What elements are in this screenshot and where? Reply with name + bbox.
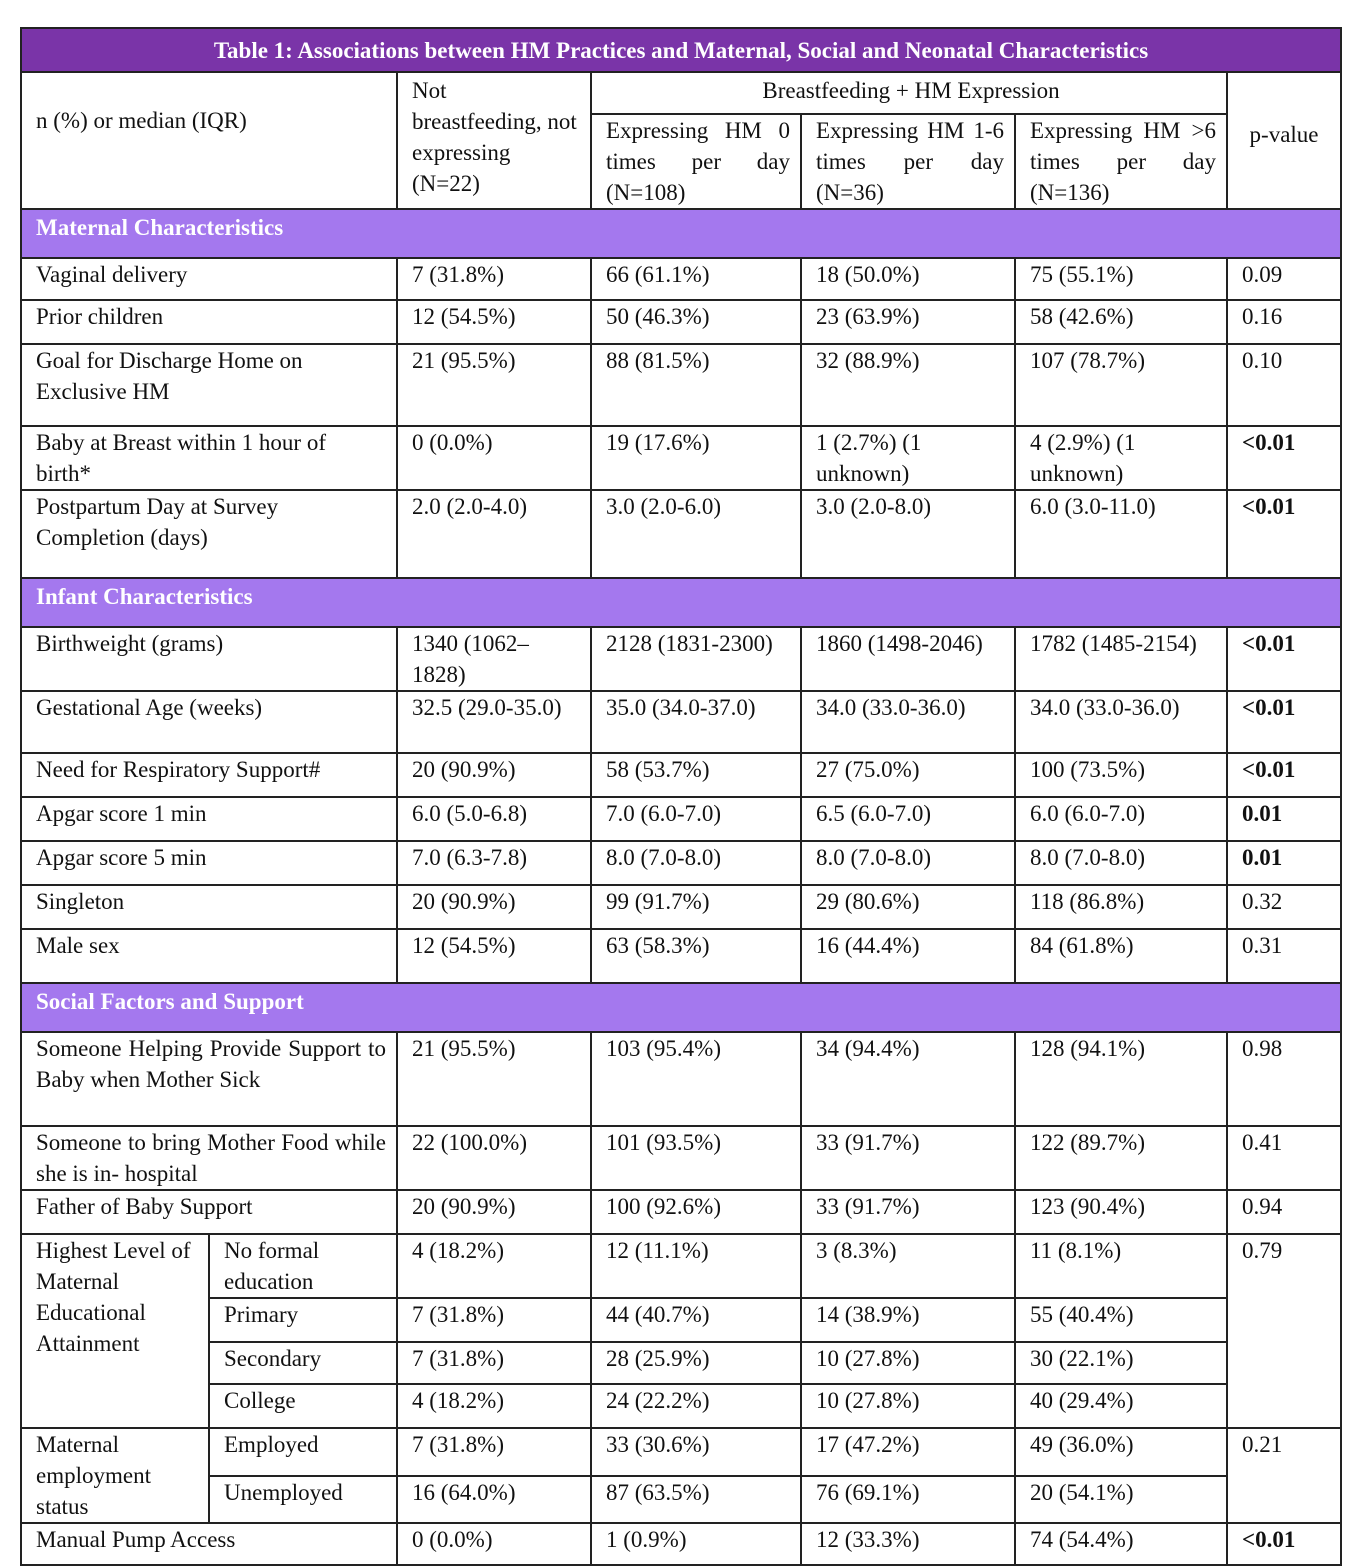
row-label: Need for Respiratory Support# xyxy=(21,753,397,797)
row-label-header: n (%) or median (IQR) xyxy=(21,72,397,209)
sub-row-label: Primary xyxy=(209,1298,397,1342)
section-social: Social Factors and Support xyxy=(21,983,1341,1032)
value-cell: 7 (31.8%) xyxy=(397,1298,591,1342)
value-cell: 66 (61.1%) xyxy=(591,258,801,300)
value-cell: 49 (36.0%) xyxy=(1015,1428,1227,1476)
p-value-cell: 0.98 xyxy=(1227,1032,1341,1126)
value-cell: 28 (25.9%) xyxy=(591,1342,801,1384)
p-value-cell: 0.94 xyxy=(1227,1190,1341,1234)
value-cell: 4 (18.2%) xyxy=(397,1384,591,1428)
p-value-cell: <0.01 xyxy=(1227,627,1341,691)
value-cell: 0 (0.0%) xyxy=(397,426,591,490)
table-row xyxy=(21,1523,1341,1565)
value-cell: 50 (46.3%) xyxy=(591,300,801,344)
group-header: Breastfeeding + HM Expression xyxy=(591,72,1227,114)
value-cell: 107 (78.7%) xyxy=(1015,344,1227,426)
table-row xyxy=(21,1190,1341,1234)
value-cell: 20 (54.1%) xyxy=(1015,1476,1227,1524)
table-row xyxy=(21,797,1341,841)
value-cell: 75 (55.1%) xyxy=(1015,258,1227,300)
table-row xyxy=(21,490,1341,578)
value-cell: 1 (2.7%) (1 unknown) xyxy=(801,426,1015,490)
row-label: Gestational Age (weeks) xyxy=(21,691,397,753)
row-label: Manual Pump Access xyxy=(21,1523,397,1565)
infant-rows xyxy=(21,627,1341,983)
value-cell: 24 (22.2%) xyxy=(591,1384,801,1428)
row-label: Postpartum Day at Survey Completion (days) xyxy=(21,490,397,578)
value-cell: 40 (29.4%) xyxy=(1015,1384,1227,1428)
value-cell: 29 (80.6%) xyxy=(801,885,1015,929)
row-label: Someone Helping Provide Support to Baby when Mother Sick xyxy=(21,1032,397,1126)
p-value-cell: 0.21 xyxy=(1227,1428,1341,1523)
value-cell: 12 (54.5%) xyxy=(397,929,591,983)
value-cell: 35.0 (34.0-37.0) xyxy=(591,691,801,753)
education-group-label: Highest Level of Maternal Educational Attainment xyxy=(21,1234,209,1428)
value-cell: 4 (18.2%) xyxy=(397,1234,591,1298)
value-cell: 87 (63.5%) xyxy=(591,1476,801,1524)
associations-table xyxy=(20,27,1342,1566)
value-cell: 2128 (1831-2300) xyxy=(591,627,801,691)
p-value-cell: 0.10 xyxy=(1227,344,1341,426)
value-cell: 33 (91.7%) xyxy=(801,1190,1015,1234)
table-row xyxy=(21,1428,1341,1476)
value-cell: 6.0 (6.0-7.0) xyxy=(1015,797,1227,841)
value-cell: 7 (31.8%) xyxy=(397,258,591,300)
value-cell: 100 (73.5%) xyxy=(1015,753,1227,797)
table-row xyxy=(21,841,1341,885)
row-label: Father of Baby Support xyxy=(21,1190,397,1234)
p-value-cell: 0.09 xyxy=(1227,258,1341,300)
table-row xyxy=(21,1342,1341,1384)
value-cell: 99 (91.7%) xyxy=(591,885,801,929)
value-cell: 0 (0.0%) xyxy=(397,1523,591,1565)
sub-row-label: Employed xyxy=(209,1428,397,1476)
col-header-0-times: Expressing HM 0 times per day (N=108) xyxy=(591,114,801,209)
value-cell: 55 (40.4%) xyxy=(1015,1298,1227,1342)
value-cell: 34.0 (33.0-36.0) xyxy=(1015,691,1227,753)
value-cell: 33 (30.6%) xyxy=(591,1428,801,1476)
value-cell: 18 (50.0%) xyxy=(801,258,1015,300)
p-value-cell: <0.01 xyxy=(1227,426,1341,490)
value-cell: 88 (81.5%) xyxy=(591,344,801,426)
value-cell: 22 (100.0%) xyxy=(397,1126,591,1190)
value-cell: 10 (27.8%) xyxy=(801,1384,1015,1428)
value-cell: 7.0 (6.0-7.0) xyxy=(591,797,801,841)
value-cell: 16 (44.4%) xyxy=(801,929,1015,983)
value-cell: 2.0 (2.0-4.0) xyxy=(397,490,591,578)
value-cell: 103 (95.4%) xyxy=(591,1032,801,1126)
value-cell: 7.0 (6.3-7.8) xyxy=(397,841,591,885)
value-cell: 12 (11.1%) xyxy=(591,1234,801,1298)
value-cell: 63 (58.3%) xyxy=(591,929,801,983)
value-cell: 84 (61.8%) xyxy=(1015,929,1227,983)
table-row xyxy=(21,929,1341,983)
value-cell: 8.0 (7.0-8.0) xyxy=(591,841,801,885)
value-cell: 8.0 (7.0-8.0) xyxy=(1015,841,1227,885)
value-cell: 27 (75.0%) xyxy=(801,753,1015,797)
value-cell: 17 (47.2%) xyxy=(801,1428,1015,1476)
value-cell: 1 (0.9%) xyxy=(591,1523,801,1565)
value-cell: 21 (95.5%) xyxy=(397,1032,591,1126)
value-cell: 20 (90.9%) xyxy=(397,1190,591,1234)
value-cell: 8.0 (7.0-8.0) xyxy=(801,841,1015,885)
value-cell: 100 (92.6%) xyxy=(591,1190,801,1234)
p-value-cell: 0.01 xyxy=(1227,797,1341,841)
table-row xyxy=(21,1476,1341,1524)
value-cell: 32.5 (29.0-35.0) xyxy=(397,691,591,753)
p-value-cell: <0.01 xyxy=(1227,691,1341,753)
table-row xyxy=(21,1384,1341,1428)
table-row xyxy=(21,1298,1341,1342)
value-cell: 76 (69.1%) xyxy=(801,1476,1015,1524)
value-cell: 3 (8.3%) xyxy=(801,1234,1015,1298)
row-label: Goal for Discharge Home on Exclusive HM xyxy=(21,344,397,426)
employment-group-label: Maternal employment status xyxy=(21,1428,209,1523)
p-value-cell: 0.16 xyxy=(1227,300,1341,344)
row-label: Vaginal delivery xyxy=(21,258,397,300)
table-row xyxy=(21,691,1341,753)
value-cell: 30 (22.1%) xyxy=(1015,1342,1227,1384)
col-header-gt6-times: Expressing HM >6 times per day (N=136) xyxy=(1015,114,1227,209)
p-value-cell: <0.01 xyxy=(1227,490,1341,578)
row-label: Male sex xyxy=(21,929,397,983)
value-cell: 10 (27.8%) xyxy=(801,1342,1015,1384)
value-cell: 74 (54.4%) xyxy=(1015,1523,1227,1565)
value-cell: 6.0 (5.0-6.8) xyxy=(397,797,591,841)
value-cell: 23 (63.9%) xyxy=(801,300,1015,344)
row-label: Apgar score 1 min xyxy=(21,797,397,841)
value-cell: 1340 (1062–1828) xyxy=(397,627,591,691)
value-cell: 19 (17.6%) xyxy=(591,426,801,490)
row-label: Someone to bring Mother Food while she is in- hospital xyxy=(21,1126,397,1190)
p-value-cell: 0.31 xyxy=(1227,929,1341,983)
p-value-cell: <0.01 xyxy=(1227,1523,1341,1565)
table-row xyxy=(21,426,1341,490)
row-label: Baby at Breast within 1 hour of birth* xyxy=(21,426,397,490)
table-row xyxy=(21,258,1341,300)
section-maternal: Maternal Characteristics xyxy=(21,209,1341,258)
value-cell: 123 (90.4%) xyxy=(1015,1190,1227,1234)
pump-rows xyxy=(21,1523,1341,1565)
value-cell: 6.5 (6.0-7.0) xyxy=(801,797,1015,841)
row-label: Birthweight (grams) xyxy=(21,627,397,691)
value-cell: 21 (95.5%) xyxy=(397,344,591,426)
p-value-cell: 0.41 xyxy=(1227,1126,1341,1190)
value-cell: 101 (93.5%) xyxy=(591,1126,801,1190)
table-row xyxy=(21,344,1341,426)
value-cell: 6.0 (3.0-11.0) xyxy=(1015,490,1227,578)
value-cell: 118 (86.8%) xyxy=(1015,885,1227,929)
table-row xyxy=(21,885,1341,929)
pvalue-header: p-value xyxy=(1227,72,1341,209)
value-cell: 16 (64.0%) xyxy=(397,1476,591,1524)
employment-rows xyxy=(21,1428,1341,1523)
value-cell: 20 (90.9%) xyxy=(397,885,591,929)
value-cell: 4 (2.9%) (1 unknown) xyxy=(1015,426,1227,490)
sub-row-label: Unemployed xyxy=(209,1476,397,1524)
table-row xyxy=(21,627,1341,691)
maternal-rows xyxy=(21,258,1341,578)
value-cell: 12 (33.3%) xyxy=(801,1523,1015,1565)
social-rows xyxy=(21,1032,1341,1234)
table-row xyxy=(21,1126,1341,1190)
value-cell: 14 (38.9%) xyxy=(801,1298,1015,1342)
value-cell: 33 (91.7%) xyxy=(801,1126,1015,1190)
row-label: Prior children xyxy=(21,300,397,344)
col-header-1-6-times: Expressing HM 1-6 times per day (N=36) xyxy=(801,114,1015,209)
value-cell: 11 (8.1%) xyxy=(1015,1234,1227,1298)
value-cell: 3.0 (2.0-8.0) xyxy=(801,490,1015,578)
sub-row-label: College xyxy=(209,1384,397,1428)
table-title: Table 1: Associations between HM Practices and Maternal, Social and Neonatal Characteristics xyxy=(21,28,1341,72)
row-label: Apgar score 5 min xyxy=(21,841,397,885)
value-cell: 44 (40.7%) xyxy=(591,1298,801,1342)
value-cell: 1782 (1485-2154) xyxy=(1015,627,1227,691)
value-cell: 58 (42.6%) xyxy=(1015,300,1227,344)
p-value-cell: <0.01 xyxy=(1227,753,1341,797)
p-value-cell: 0.01 xyxy=(1227,841,1341,885)
table-row xyxy=(21,753,1341,797)
value-cell: 20 (90.9%) xyxy=(397,753,591,797)
education-rows xyxy=(21,1234,1341,1428)
value-cell: 122 (89.7%) xyxy=(1015,1126,1227,1190)
col-header-not-breastfeeding: Not breastfeeding, not expressing (N=22) xyxy=(397,72,591,209)
value-cell: 34 (94.4%) xyxy=(801,1032,1015,1126)
sub-row-label: Secondary xyxy=(209,1342,397,1384)
value-cell: 7 (31.8%) xyxy=(397,1428,591,1476)
value-cell: 3.0 (2.0-6.0) xyxy=(591,490,801,578)
value-cell: 58 (53.7%) xyxy=(591,753,801,797)
value-cell: 34.0 (33.0-36.0) xyxy=(801,691,1015,753)
p-value-cell: 0.79 xyxy=(1227,1234,1341,1428)
value-cell: 12 (54.5%) xyxy=(397,300,591,344)
row-label: Singleton xyxy=(21,885,397,929)
table-row xyxy=(21,1032,1341,1126)
value-cell: 7 (31.8%) xyxy=(397,1342,591,1384)
value-cell: 1860 (1498-2046) xyxy=(801,627,1015,691)
table-row xyxy=(21,1234,1341,1298)
value-cell: 128 (94.1%) xyxy=(1015,1032,1227,1126)
section-infant: Infant Characteristics xyxy=(21,578,1341,627)
sub-row-label: No formal education xyxy=(209,1234,397,1298)
table-row xyxy=(21,300,1341,344)
value-cell: 32 (88.9%) xyxy=(801,344,1015,426)
p-value-cell: 0.32 xyxy=(1227,885,1341,929)
